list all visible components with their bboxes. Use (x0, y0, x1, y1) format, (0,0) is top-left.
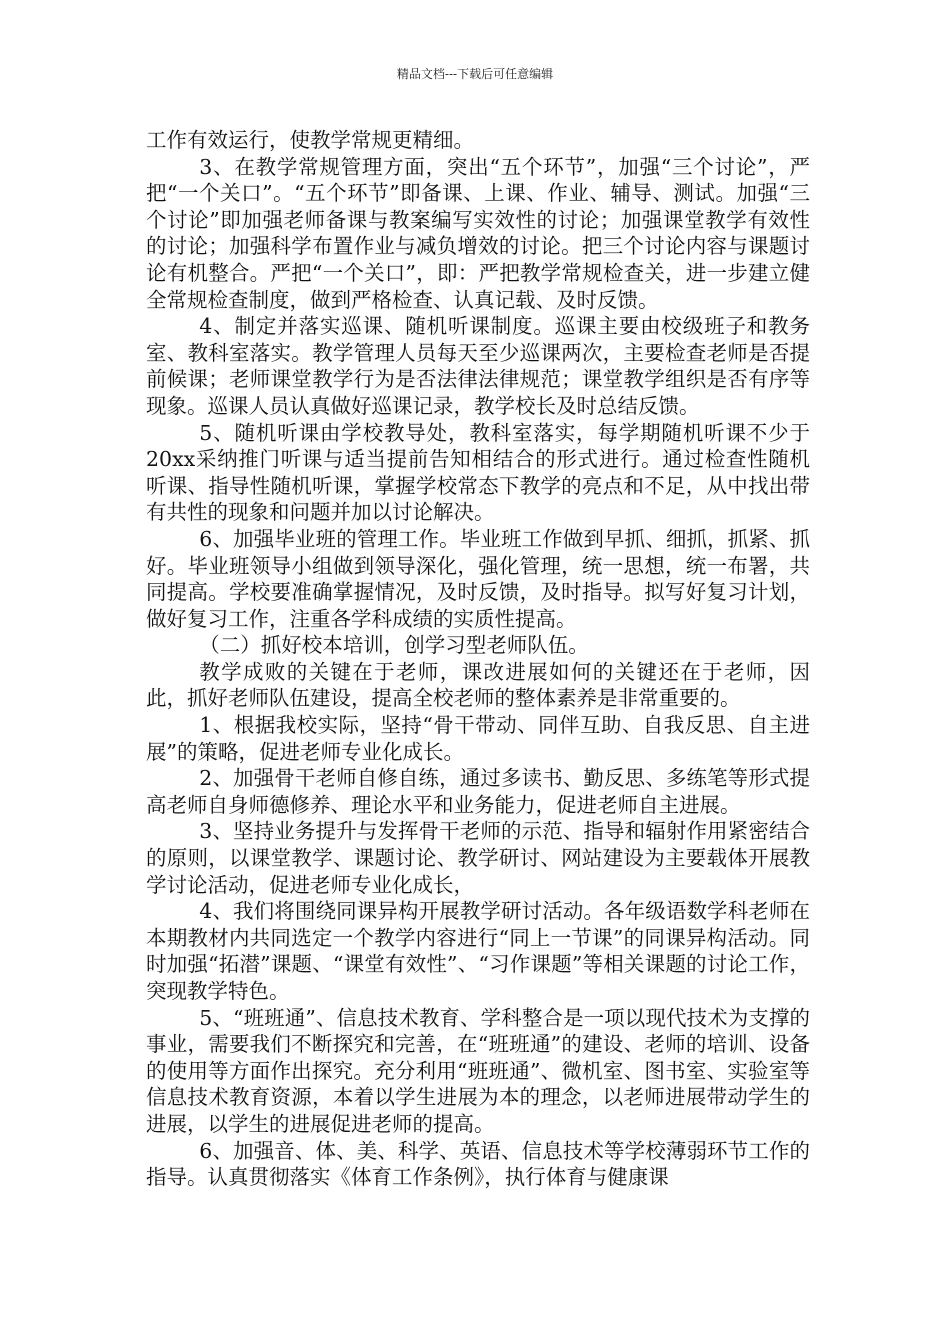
paragraph: 2、加强骨干老师自修自练，通过多读书、勤反思、多练笔等形式提高老师自身师德修养、理论水平和业务能力，促进老师自主进展。 (146, 766, 810, 817)
paragraph: 3、坚持业务提升与发挥骨干老师的示范、指导和辐射作用紧密结合的原则，以课堂教学、课题讨论、教学研讨、网站建设为主要载体开展教学讨论活动，促进老师专业化成长， (146, 819, 810, 897)
section-heading: （二）抓好校本培训，创学习型老师队伍。 (199, 633, 589, 658)
page-header: 精品文档---下载后可任意编辑 (396, 67, 554, 81)
paragraph: 6、加强毕业班的管理工作。毕业班工作做到早抓、细抓，抓紧、抓好。毕业班领导小组做到领导深化，强化管理，统一思想，统一布署，共同提高。学校要准确掌握情况，及时反馈，及时指导。拟写好复习计划，做好复习工作，注重各学科成绩的实质性提高。 (146, 526, 810, 631)
paragraph: 5、随机听课由学校教导处，教科室落实，每学期随机听课不少于20xx采纳推门听课与适当提前告知相结合的形式进行。通过检查性随机听课、指导性随机听课，掌握学校常态下教学的亮点和不足，从中找出带有共性的现象和问题并加以讨论解决。 (146, 420, 810, 525)
paragraph: 工作有效运行，使教学常规更精细。 (146, 128, 474, 152)
paragraph: 4、制定并落实巡课、随机听课制度。巡课主要由校级班子和教务室、教科室落实。教学管理人员每天至少巡课两次，主要检查老师是否提前候课；老师课堂教学行为是否法律法律规范；课堂教学组织是否有序等现象。巡课人员认真做好巡课记录，教学校长及时总结反馈。 (146, 314, 810, 418)
document-body (146, 127, 810, 1191)
paragraph: 教学成败的关键在于老师，课改进展如何的关键还在于老师，因此，抓好老师队伍建设，提高全校老师的整体素养是非常重要的。 (146, 659, 810, 711)
paragraph: 5、“班班通”、信息技术教育、学科整合是一项以现代技术为支撑的事业，需要我们不断探究和完善，在“班班通”的建设、老师的培训、设备的使用等方面作出探究。充分利用“班班通”、微机室、图书室、实验室等信息技术教育资源，本着以学生进展为本的理念，以老师进展带动学生的进展，以学生的进展促进老师的提高。 (146, 1005, 810, 1136)
paragraph: 1、根据我校实际，坚持“骨干带动、同伴互助、自我反思、自主进展”的策略，促进老师专业化成长。 (146, 713, 810, 764)
paragraph: 3、在教学常规管理方面，突出“五个环节”，加强“三个讨论”，严把“一个关口”。“五个环节”即备课、上课、作业、辅导、测试。加强“三个讨论”即加强老师备课与教案编写实效性的讨论；加强课堂教学有效性的讨论；加强科学布置作业与减负增效的讨论。把三个讨论内容与课题讨论有机整合。严把“一个关口”，即：严把教学常规检查关，进一步建立健全常规检查制度，做到严格检查、认真记载、及时反馈。 (146, 154, 810, 312)
paragraph: 4、我们将围绕同课异构开展教学研讨活动。各年级语数学科老师在本期教材内共同选定一个教学内容进行“同上一节课”的同课异构活动。同时加强“拓潜”课题、“课堂有效性”、“习作课题”等相关课题的讨论工作，突现教学特色。 (146, 899, 810, 1003)
paragraph: 6、加强音、体、美、科学、英语、信息技术等学校薄弱环节工作的指导。认真贯彻落实《体育工作条例》，执行体育与健康课 (146, 1138, 810, 1190)
